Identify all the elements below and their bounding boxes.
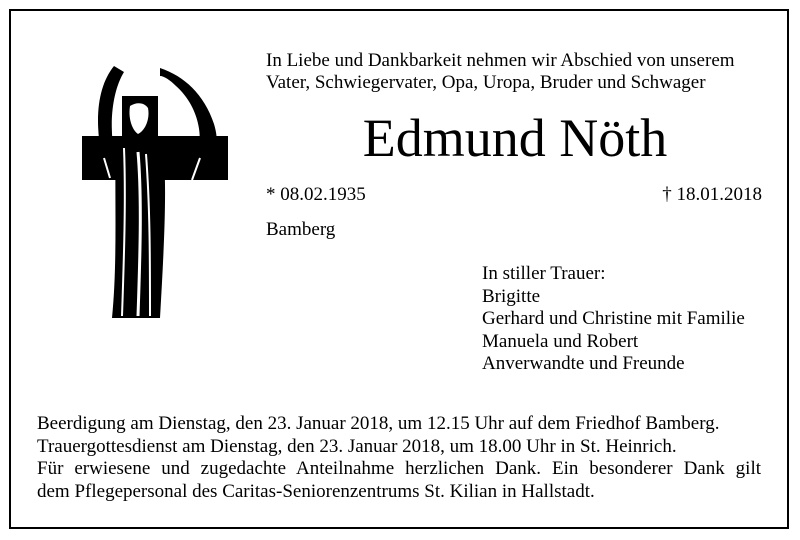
crucifix-icon <box>80 58 230 320</box>
mourner-name: Anverwandte und Freunde <box>482 353 685 374</box>
funeral-line: Trauergottesdienst am Dienstag, den 23. Januar 2018, um 18.00 Uhr in St. Heinrich. <box>37 435 677 457</box>
mourner-name: Gerhard und Christine mit Familie <box>482 308 745 329</box>
funeral-line: Beerdigung am Dienstag, den 23. Januar 2018, um 12.15 Uhr auf dem Friedhof Bamberg. <box>37 413 720 434</box>
funeral-line: dem Pflegepersonal des Caritas-Seniorenzentrums St. Kilian in Hallstadt. <box>37 480 595 502</box>
birth-date: * 08.02.1935 <box>266 184 366 205</box>
mourners-heading: In stiller Trauer: <box>482 263 606 284</box>
mourners-block <box>482 263 745 376</box>
deceased-name: Edmund Nöth <box>362 108 668 168</box>
intro-line: In Liebe und Dankbarkeit nehmen wir Abschied von unserem <box>266 50 735 71</box>
intro-text <box>266 50 735 94</box>
mourner-name: Brigitte <box>482 285 541 307</box>
intro-line: Vater, Schwiegervater, Opa, Uropa, Bruder und Schwager <box>266 72 706 93</box>
funeral-line: Für erwiesene und zugedachte Anteilnahme herzlichen Dank. Ein besonderer Dank gilt <box>37 458 761 479</box>
death-date: † 18.01.2018 <box>662 184 762 205</box>
residence-place: Bamberg <box>266 219 336 240</box>
mourner-name: Manuela und Robert <box>482 330 639 352</box>
funeral-details <box>37 413 761 503</box>
